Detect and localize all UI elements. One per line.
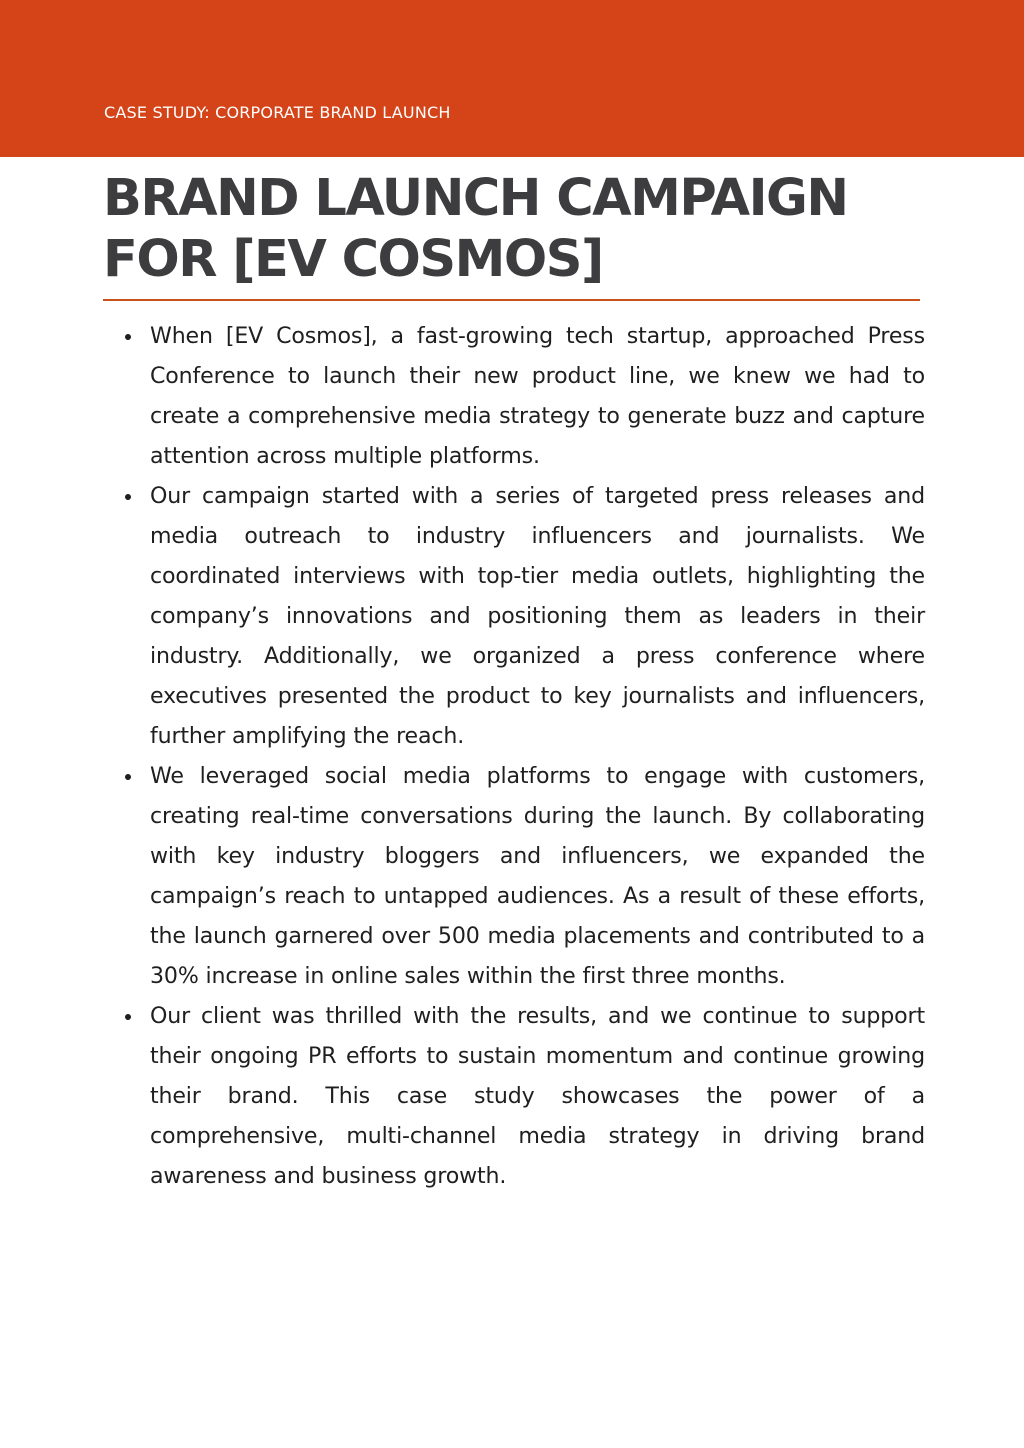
bullet-item-1 [150,316,925,476]
bullet-item-3 [150,756,925,996]
bullet-dot-icon [125,1014,131,1020]
bullet-dot-icon [125,774,131,780]
case-study-bullet-list [150,316,925,1196]
page-title-line-1: BRAND LAUNCH CAMPAIGN [103,169,848,228]
bullet-text-1: When [EV Cosmos], a fast-growing tech startup, approached Press Conference to launch their new product line, we knew we had to create a comprehensive media strategy to generate buzz and capture attention across multiple platforms. [150,323,925,469]
page-title [103,168,963,290]
title-divider [103,299,920,301]
header-band [0,0,1024,157]
bullet-dot-icon [125,494,131,500]
case-study-label: CASE STUDY: CORPORATE BRAND LAUNCH [104,103,451,122]
bullet-text-3: We leveraged social media platforms to engage with customers, creating real-time conversations during the launch. By collaborating with key industry bloggers and influencers, we expanded the campaign’s reach to untapped audiences. As a result of these efforts, the launch garnered over 500 media placements and contributed to a 30% increase in online sales within the first three months. [150,763,925,989]
bullet-dot-icon [125,334,131,340]
bullet-text-2: Our campaign started with a series of targeted press releases and media outreach to industry influencers and journalists. We coordinated interviews with top-tier media outlets, highlighting the company’s innovations and positioning them as leaders in their industry. Additionally, we organized a press conference where executives presented the product to key journalists and influencers, further amplifying the reach. [150,483,925,749]
bullet-item-2 [150,476,925,756]
bullet-text-4: Our client was thrilled with the results, and we continue to support their ongoing PR efforts to sustain momentum and continue growing their brand. This case study showcases the power of a comprehensive, multi-channel media strategy in driving brand awareness and business growth. [150,1003,925,1189]
page-title-line-2: FOR [EV COSMOS] [103,230,603,289]
bullet-item-4 [150,996,925,1196]
